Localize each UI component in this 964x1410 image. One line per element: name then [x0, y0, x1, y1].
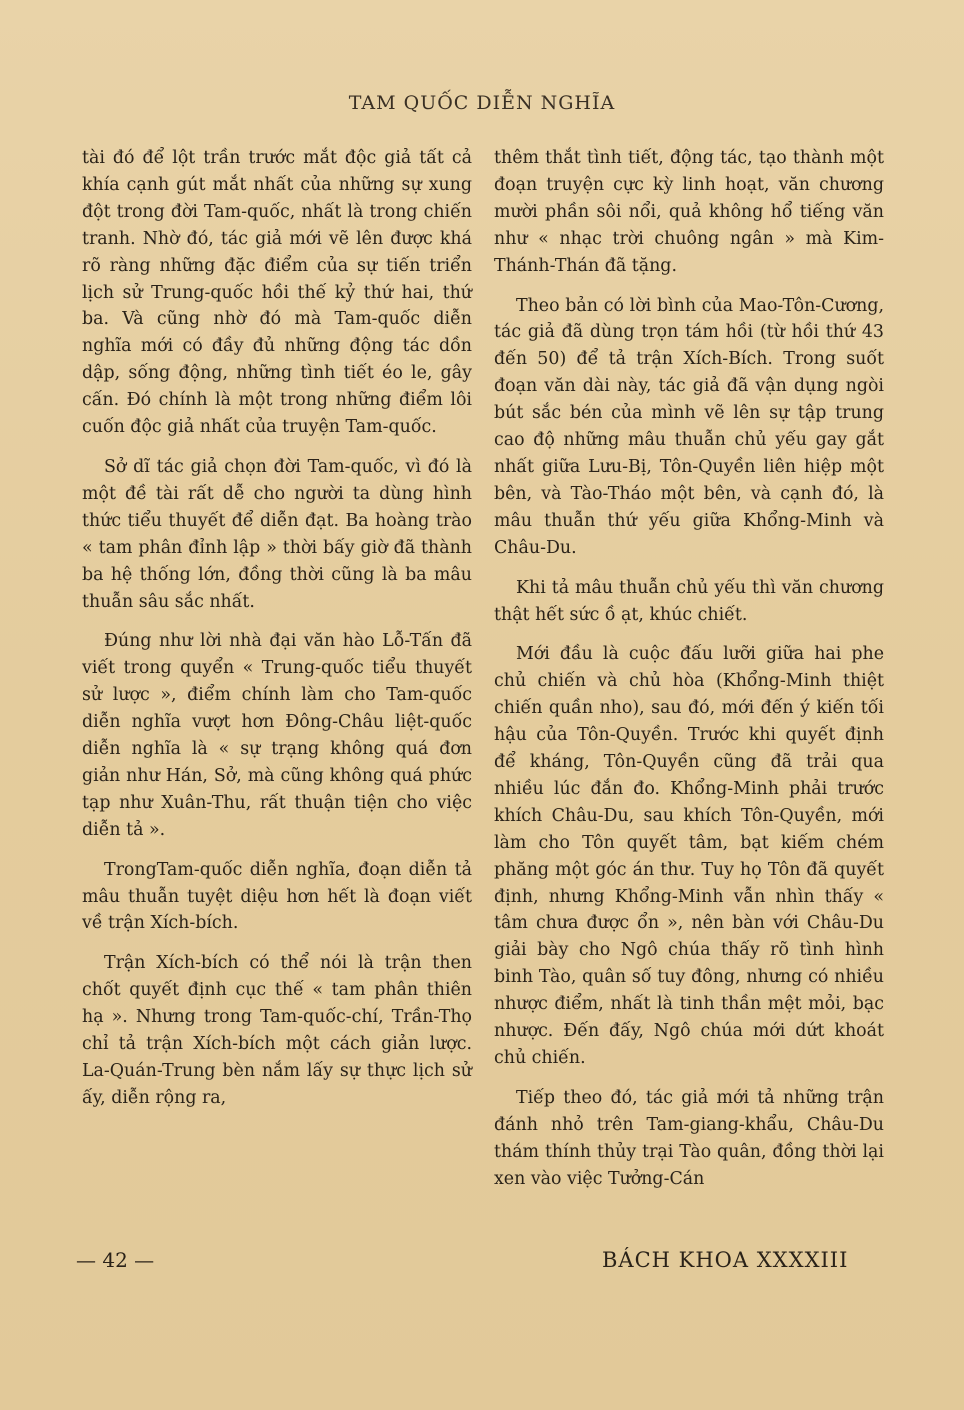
paragraph: Trận Xích-bích có thể nói là trận then chốt quyết định cục thế « tam phân thiên hạ ». Nhưng trong Tam-quốc-chí, Trần-Thọ chỉ tả trận Xích-bích một cách giản lược. La-Quán-Trung bèn nắm lấy sự thực lịch sử ấy, diễn rộng ra,: [82, 953, 472, 1108]
page-number: — 42 —: [76, 1248, 155, 1272]
paragraph: TrongTam-quốc diễn nghĩa, đoạn diễn tả mâu thuẫn tuyệt diệu hơn hết là đoạn viết về trận Xích-bích.: [82, 859, 472, 934]
paragraph: Khi tả mâu thuẫn chủ yếu thì văn chương thật hết sức ồ ạt, khúc chiết.: [494, 577, 884, 625]
paragraph: tài đó để lột trần trước mắt độc giả tất cả khía cạnh gút mắt nhất của những sự xung đột trong đời Tam-quốc, nhất là trong chiến tranh. Nhờ đó, tác giả mới vẽ lên được khá rõ ràng những đặc điểm của sự tiến triển lịch sử Trung-quốc hồi thế kỷ thứ hai, thứ ba. Và cũng nhờ đó mà Tam-quốc diễn nghĩa mới có đầy đủ những động tác dồn dập, sống động, những tình tiết éo le, gây cấn. Đó chính là một trong những điểm lôi cuốn độc giả nhất của truyện Tam-quốc.: [82, 148, 472, 438]
paragraph: thêm thắt tình tiết, động tác, tạo thành một đoạn truyện cực kỳ linh hoạt, văn chương mười phần sôi nổi, quả không hổ tiếng văn như « nhạc trời chuông ngân » mà Kim-Thánh-Thán đã tặng.: [494, 148, 884, 276]
journal-name: BÁCH KHOA XXXXIII: [602, 1248, 849, 1272]
paragraph: Mới đầu là cuộc đấu lưỡi giữa hai phe chủ chiến và chủ hòa (Khổng-Minh thiệt chiến quần nho), sau đó, mới đến ý kiến tối hậu của Tôn-Quyền. Trước khi quyết định để kháng, Tôn-Quyền cũng đã trải qua nhiều lúc đắn đo. Khổng-Minh phải trước khích Châu-Du, sau khích Tôn-Quyền, mới làm cho Tôn quyết tâm, bạt kiếm chém phăng một góc án thư. Tuy họ Tôn đã quyết định, nhưng Khổng-Minh vẫn nhìn thấy « tâm chưa được ổn », nên bàn với Châu-Du giải bày cho Ngô chúa thấy rõ tình hình binh Tào, quân số tuy đông, nhưng có nhiều nhược điểm, nhất là tinh thần mệt mỏi, bạc nhược. Đến đấy, Ngô chúa mới dứt khoát chủ chiến.: [494, 644, 884, 1068]
right-column: [494, 145, 884, 1206]
running-header: TAM QUỐC DIỄN NGHĨA: [348, 92, 616, 114]
left-column: [82, 145, 472, 1125]
paragraph: Đúng như lời nhà đại văn hào Lỗ-Tấn đã viết trong quyển « Trung-quốc tiểu thuyết sử lược », điểm chính làm cho Tam-quốc diễn nghĩa vượt hơn Đông-Châu liệt-quốc diễn nghĩa là « sự trạng không quá đơn giản như Hán, Sở, mà cũng không quá phức tạp như Xuân-Thu, rất thuận tiện cho việc diễn tả ».: [82, 631, 472, 840]
paragraph: Tiếp theo đó, tác giả mới tả những trận đánh nhỏ trên Tam-giang-khẩu, Châu-Du thám thính thủy trại Tào quân, đồng thời lại xen vào việc Tưởng-Cán: [494, 1087, 884, 1189]
paragraph: Sở dĩ tác giả chọn đời Tam-quốc, vì đó là một đề tài rất dễ cho người ta dùng hình thức tiểu thuyết để diễn đạt. Ba hoàng trào « tam phân đỉnh lập » thời bấy giờ đã thành ba hệ thống lớn, đồng thời cũng là ba mâu thuẫn sâu sắc nhất.: [82, 456, 472, 612]
paragraph: Theo bản có lời bình của Mao-Tôn-Cương, tác giả đã dùng trọn tám hồi (từ hồi thứ 43 đến 50) để tả trận Xích-Bích. Trong suốt đoạn văn dài này, tác giả đã vận dụng ngòi bút sắc bén của mình vẽ lên sự tập trung cao độ những mâu thuẫn chủ yếu gay gắt nhất giữa Lưu-Bị, Tôn-Quyền liên hiệp một bên, và Tào-Tháo một bên, và cạnh đó, là mâu thuẫn thứ yếu giữa Khổng-Minh và Châu-Du.: [494, 295, 884, 558]
